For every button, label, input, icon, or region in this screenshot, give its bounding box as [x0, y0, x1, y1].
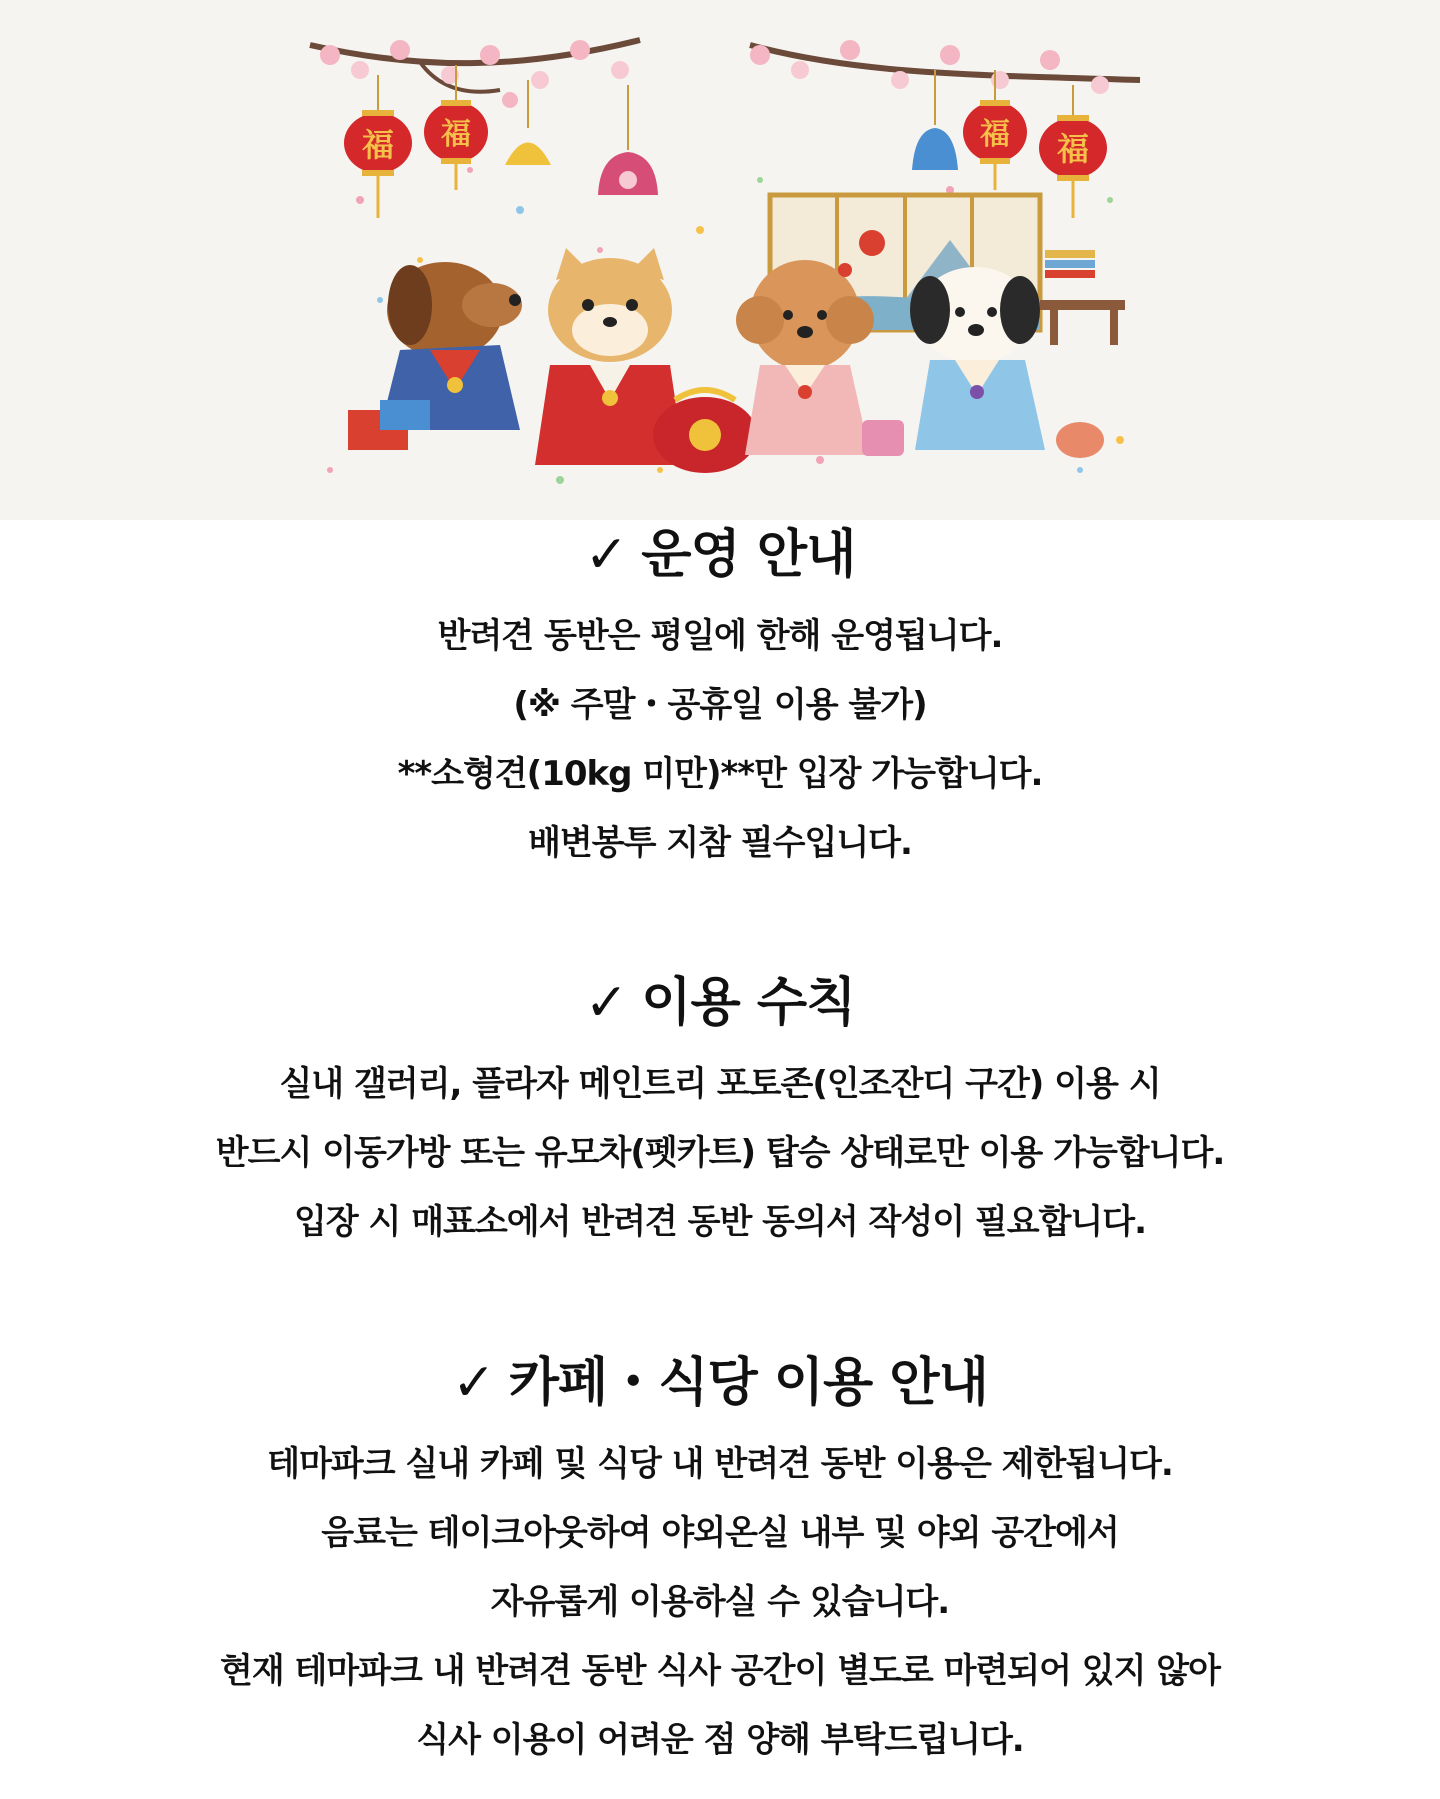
- section-title-text: 이용 수칙: [641, 973, 856, 1033]
- section-usage-rules: [0, 968, 1440, 1257]
- body-line: 입장 시 매표소에서 반려견 동반 동의서 작성이 필요합니다.: [293, 1202, 1147, 1242]
- check-icon: ✓: [584, 973, 628, 1033]
- body-line: 식사 이용이 어려운 점 양해 부탁드립니다.: [416, 1720, 1024, 1760]
- section-title: [0, 1348, 1440, 1418]
- side-table: [1040, 250, 1125, 345]
- body-line: 반드시 이동가방 또는 유모차(펫카트) 탑승 상태로만 이용 가능합니다.: [215, 1133, 1225, 1173]
- dog-brown: [348, 262, 522, 450]
- check-icon: ✓: [584, 525, 628, 585]
- lantern-character: 福: [980, 117, 1010, 152]
- body-line: 자유롭게 이용하실 수 있습니다.: [490, 1582, 950, 1622]
- body-line: **소형견(10kg 미만)**만 입장 가능합니다.: [397, 754, 1043, 794]
- lucky-pouch-pink: [598, 85, 658, 195]
- left-blossom-branch: [310, 40, 640, 108]
- section-body: [0, 602, 1440, 878]
- section-title-text: 운영 안내: [641, 525, 856, 585]
- lantern-right-2: [1039, 85, 1107, 218]
- section-operation-info: [0, 520, 1440, 878]
- body-line: 현재 테마파크 내 반려견 동반 식사 공간이 별도로 마련되어 있지 않아: [220, 1651, 1220, 1691]
- body-line: 배변봉투 지참 필수입니다.: [528, 823, 912, 863]
- lucky-pouch-blue: [912, 70, 958, 170]
- check-icon: ✓: [452, 1353, 495, 1413]
- lantern-character: 福: [1056, 130, 1090, 168]
- lantern-left-2: [424, 65, 488, 190]
- section-title-text: 카페・식당 이용 안내: [508, 1353, 988, 1413]
- lantern-character: 福: [441, 117, 471, 152]
- section-cafe-restaurant-info: [0, 1348, 1440, 1775]
- right-blossom-branch: [750, 40, 1140, 94]
- body-line: 실내 갤러리, 플라자 메인트리 포토존(인조잔디 구간) 이용 시: [279, 1064, 1161, 1104]
- dog-white: [910, 267, 1104, 458]
- lantern-right-1: [963, 70, 1027, 190]
- lantern-left-1: [344, 75, 412, 218]
- hero-illustration: [0, 0, 1440, 520]
- body-line: 테마파크 실내 카페 및 식당 내 반려견 동반 이용은 제한됩니다.: [267, 1444, 1173, 1484]
- section-title: [0, 968, 1440, 1038]
- section-body: [0, 1050, 1440, 1257]
- body-line: 음료는 테이크아웃하여 야외온실 내부 및 야외 공간에서: [321, 1513, 1119, 1553]
- body-line: (※ 주말・공휴일 이용 불가): [513, 685, 927, 725]
- section-body: [0, 1430, 1440, 1775]
- section-title: [0, 520, 1440, 590]
- new-year-dogs-illustration: [0, 0, 1440, 520]
- lantern-character: 福: [361, 126, 395, 164]
- body-line: 반려견 동반은 평일에 한해 운영됩니다.: [437, 616, 1003, 656]
